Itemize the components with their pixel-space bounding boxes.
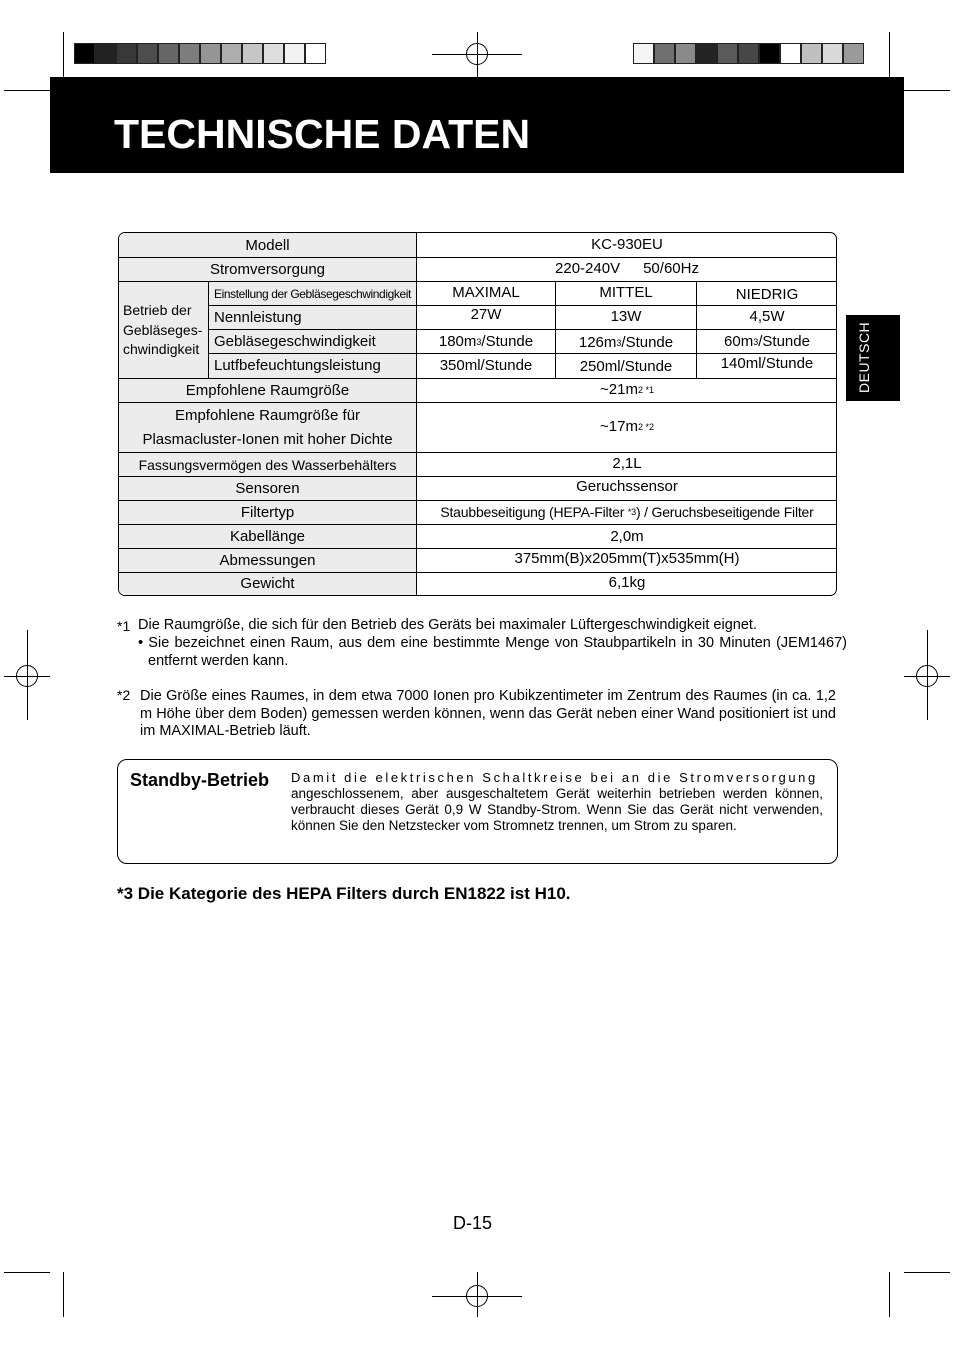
setting-mittel: MITTEL [599,284,653,301]
luft-mittel: 250ml/Stunde [579,358,673,375]
nennleistung-maximal: 27W [470,306,502,323]
standby-text: angeschlossenem, aber ausgeschaltetem Gerät weiterhin betrieben werden können, verbraucht dieses Gerät 0,9 W Standby-Strom. Wenn Sie das Gerät nicht verwenden, können Sie den Netzstecker vom Stromnetz trennen, um Strom zu sparen. [291,786,823,833]
raumgroesse-label: Empfohlene Raumgröße [119,379,416,403]
luft-niedrig: 140ml/Stunde [720,355,814,372]
hepa-category-note: *3 Die Kategorie des HEPA Filters durch EN1822 ist H10. [117,884,571,903]
row-label-modell [119,233,416,258]
nennleistung-niedrig: 4,5W [749,308,785,325]
footnote-1-text: Die Raumgröße, die sich für den Betrieb des Geräts bei maximaler Lüftergeschwindigkeit eignet. [138,617,757,633]
plasmacluster-label [119,403,416,452]
raumgroesse-value: ~21m 2 *1 [600,381,654,398]
abmessungen-label: Abmessungen [119,549,416,573]
color-swatch [696,43,717,64]
frequency: 50/60Hz [643,260,699,277]
footnote-2-text: Die Größe eines Raumes, in dem etwa 7000 Ionen pro Kubikzentimeter im Zentrum des Raumes (in ca. 1,2 m Höhe über dem Boden) gemessen werden können, wenn das Gerät neben einer Wand positioniert ist und im MAXIMAL-Betrieb läuft. [140,688,836,739]
voltage: 220-240V [555,260,621,277]
sensoren-value: Geruchssensor [576,478,678,495]
sensoren-label: Sensoren [119,477,416,501]
registration-mark-bottom [466,1285,488,1307]
stromversorgung-value [417,258,837,280]
page-number: D-15 [453,1213,493,1233]
gewicht-label: Gewicht [119,573,416,595]
color-swatch [95,43,116,64]
color-swatch [137,43,158,64]
setting-niedrig: NIEDRIG [735,286,799,303]
geblaese-mittel: 126m 3 /Stunde [578,334,674,351]
color-swatch [158,43,179,64]
per-hour-unit: /Stunde [758,333,810,350]
color-calibration-bar-right [633,43,864,65]
wasserbehaelter-value: 2,1L [612,455,642,472]
color-swatch [801,43,822,64]
setting-label: Einstellung der Gebläsegeschwindigkeit [209,282,416,306]
color-swatch [74,43,95,64]
group-line-3: chwindigkeit [123,341,200,357]
plasmacluster-number: ~17m [600,418,638,435]
geblaese-niedrig-value: 60m [724,333,754,350]
color-swatch [843,43,864,64]
color-swatch [263,43,284,64]
color-calibration-bar-left [74,43,326,65]
color-swatch [717,43,738,64]
wasserbehaelter-label: Fassungsvermögen des Wasserbehälters [119,453,416,477]
abmessungen-value: 375mm(B)x205mm(T)x535mm(H) [514,550,740,567]
color-swatch [654,43,675,64]
language-tab-label: DEUTSCH [856,321,872,393]
luft-maximal: 350ml/Stunde [439,356,533,374]
filtertyp-label: Filtertyp [119,501,416,525]
registration-mark-top [466,43,488,65]
luftbefeuchtung-label: Lutfbefeuchtungsleistung [209,354,416,378]
color-swatch [242,43,263,64]
filtertyp-value: Staubbeseitigung (HEPA-Filter *3 ) / Geruchsbeseitigende Filter [440,504,814,520]
per-hour-unit: /Stunde [621,334,674,351]
footnote-1-mark: *1 [117,618,131,634]
color-swatch [200,43,221,64]
page-title: TECHNISCHE DATEN [114,111,531,157]
fan-operation-group-label [123,301,209,360]
group-line-1: Betrieb der [123,302,192,318]
color-swatch [675,43,696,64]
raumgroesse-number: ~21m [600,381,638,398]
modell-value: KC-930EU [591,236,663,253]
nennleistung-label: Nennleistung [209,306,416,330]
gewicht-value: 6,1kg [608,574,646,591]
color-swatch [179,43,200,64]
per-hour-unit: /Stunde [481,333,534,350]
geblaese-niedrig: 60m 3 /Stunde [724,333,810,350]
kabellaenge-value: 2,0m [610,528,644,545]
page-header [50,77,904,173]
registration-mark-left [16,665,38,687]
color-swatch [759,43,780,64]
standby-box [117,759,838,864]
geblaesegeschwindigkeit-label: Gebläsegeschwindigkeit [209,330,416,354]
color-swatch [738,43,759,64]
stromversorgung-label: Stromversorgung [119,258,416,282]
kabellaenge-label: Kabellänge [119,525,416,548]
standby-title: Standby-Betrieb [130,770,270,790]
modell-label: Modell [245,236,290,254]
plasmacluster-label-2: Plasmacluster-Ionen mit hoher Dichte [142,431,393,448]
color-swatch [305,43,326,64]
color-swatch [284,43,305,64]
footnote-1-bullet: • Sie bezeichnet einen Raum, aus dem eine bestimmte Menge von Staubpartikeln in 30 Minuten (JEM1467) entfernt werden kann. [138,635,847,669]
geblaese-mittel-value: 126m [578,334,617,351]
color-swatch [822,43,843,64]
geblaese-maximal: 180m 3 /Stunde [438,333,534,350]
nennleistung-mittel: 13W [610,308,642,325]
standby-text-line-1: Damit die elektrischen Schaltkreise bei an die Stromversorgung [291,770,818,785]
geblaese-maximal-value: 180m [438,333,477,350]
plasmacluster-value: ~17m 2 *2 [600,418,654,435]
color-swatch [116,43,137,64]
setting-maximal: MAXIMAL [452,284,520,301]
language-tab [846,315,900,401]
color-swatch [780,43,801,64]
color-swatch [221,43,242,64]
filter-text-b: ) / Geruchsbeseitigende Filter [635,504,814,520]
spec-table [118,232,837,596]
color-swatch [633,43,654,64]
plasmacluster-label-1: Empfohlene Raumgröße für [174,407,361,424]
footnote-2-mark: *2 [117,687,131,703]
filter-text-a: Staubbeseitigung (HEPA-Filter [440,504,628,520]
group-line-2: Gebläseges- [123,321,203,338]
registration-mark-right [916,665,938,687]
